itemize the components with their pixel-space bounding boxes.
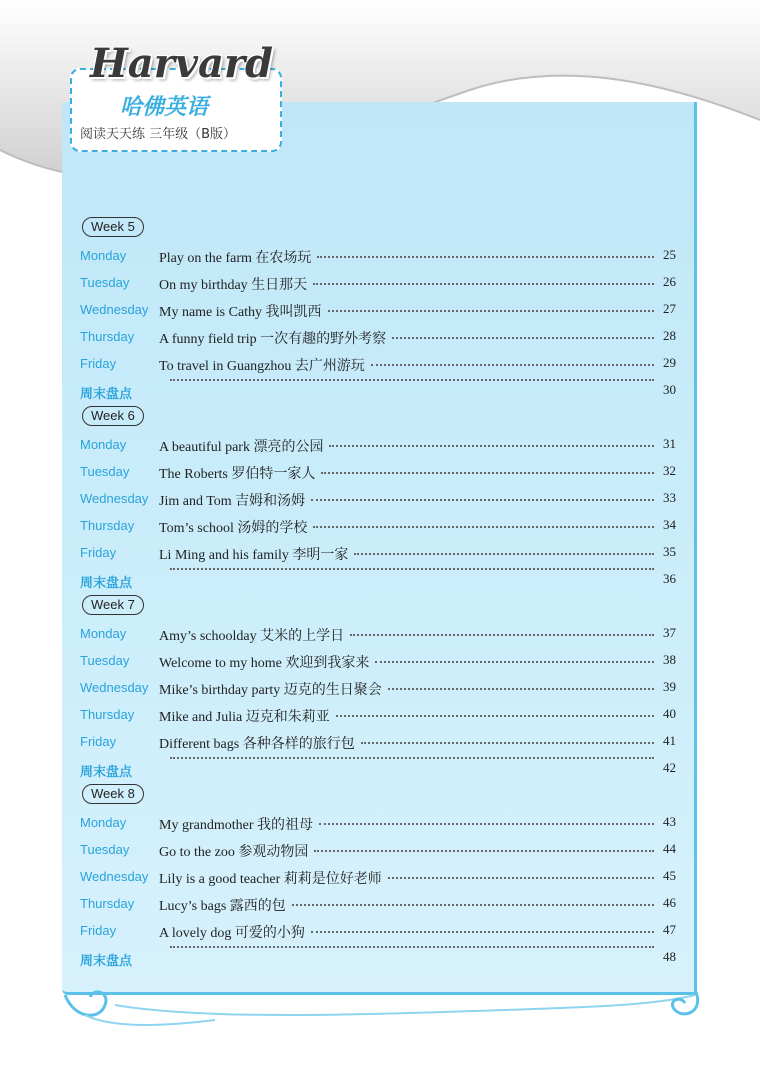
day-label: Tuesday (80, 464, 130, 479)
toc-entry[interactable] (80, 647, 680, 674)
day-label: Thursday (80, 329, 135, 344)
entry-title: Mike’s birthday party 迈克的生日聚会 (159, 683, 382, 698)
page-number: 26 (663, 274, 676, 289)
entry-title: Lucy’s bags 露西的包 (159, 899, 286, 914)
entry-title: To travel in Guangzhou 去广州游玩 (159, 359, 365, 374)
toc-entry[interactable] (80, 458, 680, 485)
page-number: 31 (663, 436, 676, 451)
leader-dots (392, 336, 654, 339)
entry-title-line (159, 328, 660, 348)
week-label: Week 7 (82, 595, 144, 615)
page-number: 28 (663, 328, 676, 343)
entry-title: Play on the farm 在农场玩 (159, 251, 312, 266)
leader-dots (317, 255, 654, 258)
day-label: Tuesday (80, 275, 130, 290)
toc-entry[interactable] (80, 917, 680, 944)
toc-entry[interactable] (80, 269, 680, 296)
leader-dots (170, 378, 654, 381)
day-label: Friday (80, 356, 117, 371)
entry-title: Welcome to my home 欢迎到我家来 (159, 656, 370, 671)
entry-title: A lovely dog 可爱的小狗 (159, 926, 305, 941)
leader-dots (328, 309, 654, 312)
leader-dots (314, 849, 654, 852)
day-label: Thursday (80, 896, 135, 911)
entry-title-line (164, 949, 660, 952)
week-header (80, 215, 680, 242)
leader-dots (292, 903, 654, 906)
page-number: 47 (663, 922, 676, 937)
page-number: 41 (663, 733, 676, 748)
page-number: 36 (663, 571, 676, 586)
entry-title-line (159, 544, 660, 564)
toc-entry[interactable] (80, 377, 680, 404)
week-header (80, 782, 680, 809)
page-number: 46 (663, 895, 676, 910)
page-number: 37 (663, 625, 676, 640)
entry-title: My name is Cathy 我叫凯西 (159, 305, 322, 320)
leader-dots (336, 714, 654, 717)
day-label: Wednesday (80, 869, 149, 884)
entry-title: On my birthday 生日那天 (159, 278, 308, 293)
day-label: 周末盘点 (80, 387, 133, 402)
day-label: Monday (80, 626, 127, 641)
leader-dots (371, 363, 654, 366)
leader-dots (170, 945, 654, 948)
entry-title: A funny field trip 一次有趣的野外考察 (159, 332, 387, 347)
leader-dots (170, 567, 654, 570)
entry-title: Mike and Julia 迈克和朱莉亚 (159, 710, 330, 725)
toc-entry[interactable] (80, 836, 680, 863)
day-label: 周末盘点 (80, 954, 133, 969)
week-label: Week 6 (82, 406, 144, 426)
entry-title-line (159, 463, 660, 483)
toc-entry[interactable] (80, 323, 680, 350)
page-number: 45 (663, 868, 676, 883)
entry-title-line (164, 382, 660, 385)
day-label: Friday (80, 545, 117, 560)
entry-title: The Roberts 罗伯特一家人 (159, 467, 316, 482)
leader-dots (350, 633, 654, 636)
day-label: Friday (80, 923, 117, 938)
entry-title-line (159, 490, 660, 510)
page-number: 39 (663, 679, 676, 694)
toc-entry[interactable] (80, 566, 680, 593)
entry-title: Go to the zoo 参观动物园 (159, 845, 309, 860)
page-number: 48 (663, 949, 676, 964)
entry-title: Amy’s schoolday 艾米的上学日 (159, 629, 345, 644)
toc-entry[interactable] (80, 755, 680, 782)
entry-title: Li Ming and his family 李明一家 (159, 548, 349, 563)
entry-title-line (159, 733, 660, 753)
week-header (80, 593, 680, 620)
toc-entry[interactable] (80, 620, 680, 647)
week-header (80, 404, 680, 431)
day-label: Wednesday (80, 302, 149, 317)
page-number: 35 (663, 544, 676, 559)
logo-title: Harvard (90, 40, 273, 87)
leader-dots (313, 525, 654, 528)
entry-title-line (159, 868, 660, 888)
day-label: Friday (80, 734, 117, 749)
toc-entry[interactable] (80, 728, 680, 755)
day-label: Monday (80, 437, 127, 452)
toc-entry[interactable] (80, 809, 680, 836)
book-subtitle: 阅读天天练 三年级（B版） (80, 127, 237, 142)
entry-title-line (159, 436, 660, 456)
leader-dots (375, 660, 654, 663)
entry-title-line (159, 301, 660, 321)
toc-entry[interactable] (80, 890, 680, 917)
entry-title-line (164, 571, 660, 574)
toc-entry[interactable] (80, 944, 680, 971)
day-label: Wednesday (80, 680, 149, 695)
toc-entry[interactable] (80, 242, 680, 269)
leader-dots (319, 822, 654, 825)
entry-title-line (159, 841, 660, 861)
entry-title: Tom’s school 汤姆的学校 (159, 521, 308, 536)
page-number: 34 (663, 517, 676, 532)
leader-dots (313, 282, 654, 285)
leader-dots (321, 471, 654, 474)
leader-dots (388, 687, 654, 690)
leader-dots (311, 498, 654, 501)
toc-entry[interactable] (80, 701, 680, 728)
day-label: Monday (80, 815, 127, 830)
page-number: 38 (663, 652, 676, 667)
entry-title-line (164, 760, 660, 763)
week-label: Week 5 (82, 217, 144, 237)
page-number: 43 (663, 814, 676, 829)
page-number: 44 (663, 841, 676, 856)
day-label: Thursday (80, 518, 135, 533)
entry-title-line (159, 517, 660, 537)
entry-title-line (159, 355, 660, 375)
day-label: Wednesday (80, 491, 149, 506)
entry-title: A beautiful park 漂亮的公园 (159, 440, 324, 455)
logo-chinese-title: 哈佛英语 (120, 95, 209, 120)
toc-entry[interactable] (80, 350, 680, 377)
page-number: 27 (663, 301, 676, 316)
page-number: 30 (663, 382, 676, 397)
entry-title-line (159, 895, 660, 915)
entry-title-line (159, 625, 660, 645)
table-of-contents (80, 215, 680, 971)
entry-title: Jim and Tom 吉姆和汤姆 (159, 494, 306, 509)
day-label: Monday (80, 248, 127, 263)
day-label: Tuesday (80, 653, 130, 668)
day-label: Tuesday (80, 842, 130, 857)
leader-dots (311, 930, 654, 933)
day-label: Thursday (80, 707, 135, 722)
leader-dots (361, 741, 654, 744)
leader-dots (388, 876, 654, 879)
page-number: 33 (663, 490, 676, 505)
toc-entry[interactable] (80, 485, 680, 512)
leader-dots (354, 552, 654, 555)
entry-title-line (159, 274, 660, 294)
toc-entry[interactable] (80, 431, 680, 458)
entry-title: Lily is a good teacher 莉莉是位好老师 (159, 872, 382, 887)
entry-title: My grandmother 我的祖母 (159, 818, 313, 833)
toc-entry[interactable] (80, 674, 680, 701)
entry-title-line (159, 679, 660, 699)
entry-title-line (159, 814, 660, 834)
page-number: 29 (663, 355, 676, 370)
entry-title-line (159, 922, 660, 942)
leader-dots (329, 444, 654, 447)
page-number: 40 (663, 706, 676, 721)
toc-entry[interactable] (80, 296, 680, 323)
week-label: Week 8 (82, 784, 144, 804)
swirl-decoration (55, 975, 705, 1035)
page-number: 32 (663, 463, 676, 478)
toc-entry[interactable] (80, 863, 680, 890)
toc-entry[interactable] (80, 539, 680, 566)
day-label: 周末盘点 (80, 576, 133, 591)
entry-title-line (159, 706, 660, 726)
entry-title: Different bags 各种各样的旅行包 (159, 737, 355, 752)
entry-title-line (159, 247, 660, 267)
leader-dots (170, 756, 654, 759)
page-number: 42 (663, 760, 676, 775)
page-number: 25 (663, 247, 676, 262)
day-label: 周末盘点 (80, 765, 133, 780)
toc-entry[interactable] (80, 512, 680, 539)
entry-title-line (159, 652, 660, 672)
